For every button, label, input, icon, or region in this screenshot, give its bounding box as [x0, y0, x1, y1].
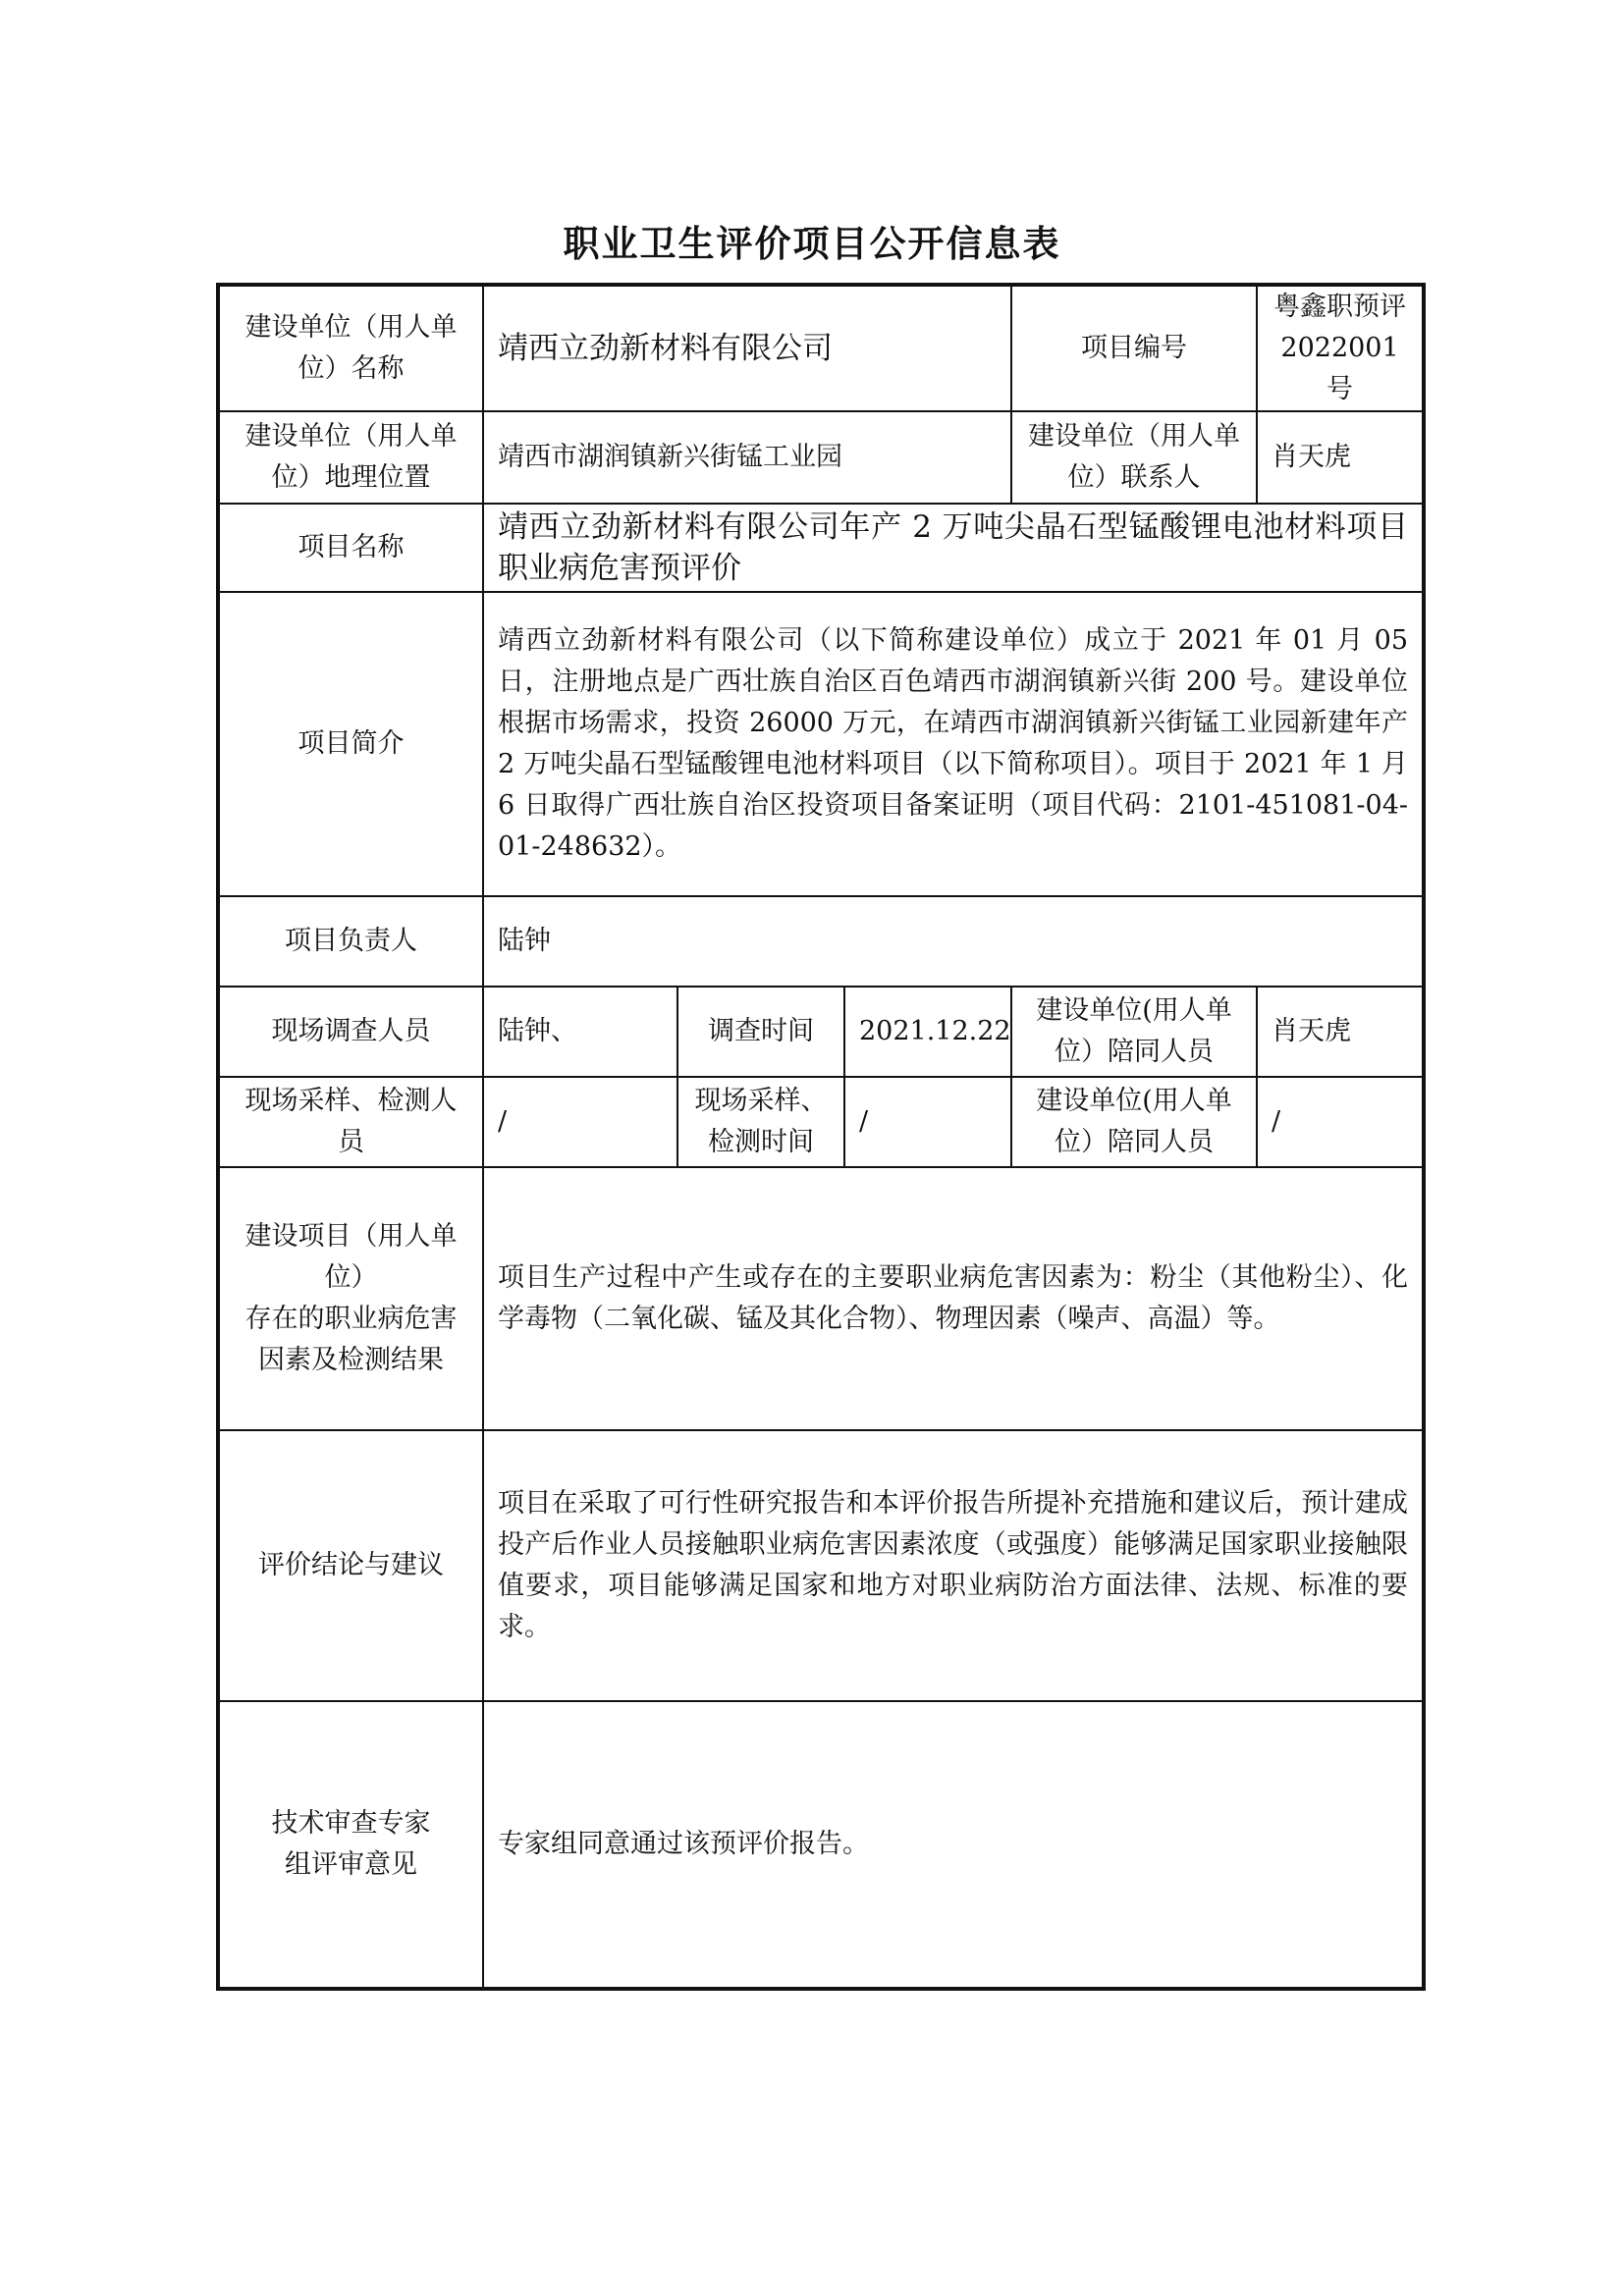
row-sampling — [218, 1077, 1424, 1167]
hazards-value: 项目生产过程中产生或存在的主要职业病危害因素为：粉尘（其他粉尘）、化学毒物（二氧化碳、锰及其化合物）、物理因素（噪声、高温）等。 — [483, 1167, 1424, 1430]
hazards-label-line2: 存在的职业病危害因素及检测结果 — [244, 1304, 458, 1375]
page-title: 职业卫生评价项目公开信息表 — [563, 223, 1061, 265]
row-project-name — [218, 504, 1424, 592]
row-hazards — [218, 1167, 1424, 1430]
review-value: 专家组同意通过该预评价报告。 — [483, 1701, 1424, 1989]
sampling-time-label: 现场采样、检测时间 — [677, 1077, 844, 1167]
survey-escort-value: 肖天虎 — [1257, 987, 1424, 1077]
sampling-value: / — [483, 1077, 677, 1167]
hazards-label-line1: 建设项目（用人单位） — [244, 1221, 458, 1293]
location-label: 建设单位（用人单位）地理位置 — [218, 411, 483, 504]
review-label: 技术审查专家组评审意见 — [218, 1701, 483, 1989]
unit-name-value: 靖西立劲新材料有限公司 — [483, 285, 1011, 411]
survey-label: 现场调查人员 — [218, 987, 483, 1077]
conclusion-value: 项目在采取了可行性研究报告和本评价报告所提补充措施和建议后，预计建成投产后作业人员接触职业病危害因素浓度（或强度）能够满足国家职业接触限值要求，项目能够满足国家和地方对职业病防治方面法律、法规、标准的要求。 — [483, 1430, 1424, 1701]
summary-label: 项目简介 — [218, 592, 483, 896]
hazards-label — [218, 1167, 483, 1430]
row-summary — [218, 592, 1424, 896]
row-location — [218, 411, 1424, 504]
leader-label: 项目负责人 — [218, 896, 483, 987]
leader-value: 陆钟 — [483, 896, 1424, 987]
project-name-value: 靖西立劲新材料有限公司年产 2 万吨尖晶石型锰酸锂电池材料项目职业病危害预评价 — [483, 504, 1424, 592]
project-name-label: 项目名称 — [218, 504, 483, 592]
contact-label: 建设单位（用人单位）联系人 — [1011, 411, 1257, 504]
unit-name-label: 建设单位（用人单位）名称 — [218, 285, 483, 411]
info-table — [216, 283, 1426, 1991]
sampling-escort-label: 建设单位(用人单位）陪同人员 — [1011, 1077, 1257, 1167]
row-survey — [218, 987, 1424, 1077]
conclusion-label: 评价结论与建议 — [218, 1430, 483, 1701]
row-unit-name — [218, 285, 1424, 411]
survey-value: 陆钟、 — [483, 987, 677, 1077]
sampling-escort-value: / — [1257, 1077, 1424, 1167]
sampling-time-value: / — [844, 1077, 1011, 1167]
location-value: 靖西市湖润镇新兴街锰工业园 — [483, 411, 1011, 504]
contact-value: 肖天虎 — [1257, 411, 1424, 504]
row-leader — [218, 896, 1424, 987]
row-review — [218, 1701, 1424, 1989]
project-code-label: 项目编号 — [1011, 285, 1257, 411]
survey-time-value: 2021.12.22 — [844, 987, 1011, 1077]
survey-time-label: 调查时间 — [677, 987, 844, 1077]
survey-escort-label: 建设单位(用人单位）陪同人员 — [1011, 987, 1257, 1077]
sampling-label: 现场采样、检测人员 — [218, 1077, 483, 1167]
row-conclusion — [218, 1430, 1424, 1701]
project-code-value: 粤鑫职预评2022001号 — [1257, 285, 1424, 411]
summary-value: 靖西立劲新材料有限公司（以下简称建设单位）成立于 2021 年 01 月 05 日，注册地点是广西壮族自治区百色靖西市湖润镇新兴街 200 号。建设单位根据市场需求，投资 26000 万元，在靖西市湖润镇新兴街锰工业园新建年产 2 万吨尖晶石型锰酸锂电池材料项目（以下简称项目）。项目于 2021 年 1 月 6 日取得广西壮族自治区投资项目备案证明（项目代码：2101-451081-04-01-248632）。 — [483, 592, 1424, 896]
